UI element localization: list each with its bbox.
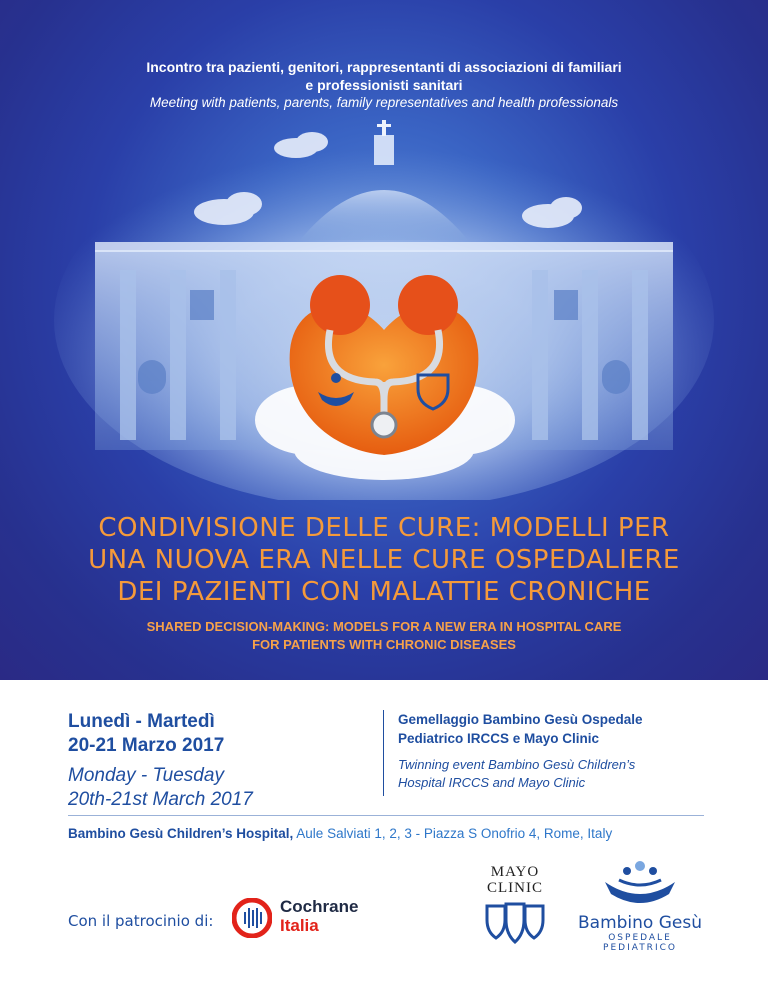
vertical-divider	[383, 710, 384, 796]
title-line1: CONDIVISIONE DELLE CURE: MODELLI PER	[98, 513, 670, 543]
cochrane-country: Italia	[280, 916, 319, 935]
venue-name: Bambino Gesù Children’s Hospital,	[68, 826, 294, 841]
intro-text	[0, 58, 768, 112]
dates-en-days: Monday - Tuesday	[68, 765, 224, 786]
intro-en-line: Meeting with patients, parents, family representatives and health professionals	[149, 95, 619, 110]
mayo-clinic-logo	[475, 864, 555, 964]
twinning-it-line2: Pediatrico IRCCS e Mayo Clinic	[398, 731, 600, 746]
info-panel	[0, 680, 768, 994]
cochrane-logo	[232, 890, 372, 950]
title-line3: DEI PAZIENTI CON MALATTIE CRONICHE	[117, 577, 651, 607]
subtitle-line2: FOR PATIENTS WITH CHRONIC DISEASES	[252, 637, 516, 652]
dates-it-days: Lunedì - Martedì	[68, 711, 215, 732]
intro-it-line1: Incontro tra pazienti, genitori, rappresentanti di associazioni di familiari	[146, 59, 622, 75]
mayo-line2: CLINIC	[487, 880, 543, 896]
dates-it-date: 20-21 Marzo 2017	[68, 735, 225, 756]
bg-line1: Bambino Gesù	[578, 913, 702, 933]
intro-it-line2: e professionisti sanitari	[305, 77, 463, 93]
venue-location: Aule Salviati 1, 2, 3 - Piazza S Onofrio 4, Rome, Italy	[296, 826, 613, 841]
mayo-line1: MAYO	[490, 864, 540, 880]
bambino-gesu-icon	[595, 860, 685, 904]
english-subtitle	[0, 618, 768, 654]
subtitle-line1: SHARED DECISION-MAKING: MODELS FOR A NEW ERA IN HOSPITAL CARE	[146, 619, 622, 634]
twinning-en-line1: Twinning event Bambino Gesù Children’s	[398, 757, 636, 772]
twinning-en-line2: Hospital IRCCS and Mayo Clinic	[398, 775, 586, 790]
title-line2: UNA NUOVA ERA NELLE CURE OSPEDALIERE	[88, 545, 680, 575]
twinning-info	[398, 710, 718, 792]
venue-address	[68, 826, 708, 841]
twinning-it-line1: Gemellaggio Bambino Gesù Ospedale	[398, 712, 643, 727]
dates-en-date: 20th-21st March 2017	[68, 789, 253, 810]
horizontal-divider	[68, 815, 704, 816]
mayo-shields-icon	[485, 902, 545, 946]
event-dates	[68, 710, 253, 812]
cochrane-icon	[232, 898, 272, 938]
cochrane-name: Cochrane	[280, 897, 359, 916]
patronage-label: Con il patrocinio di:	[68, 912, 214, 930]
bg-line2: OSPEDALE PEDIATRICO	[603, 933, 677, 953]
basilica-illustration	[0, 120, 768, 500]
bambino-gesu-logo	[570, 860, 710, 960]
main-title	[0, 512, 768, 608]
